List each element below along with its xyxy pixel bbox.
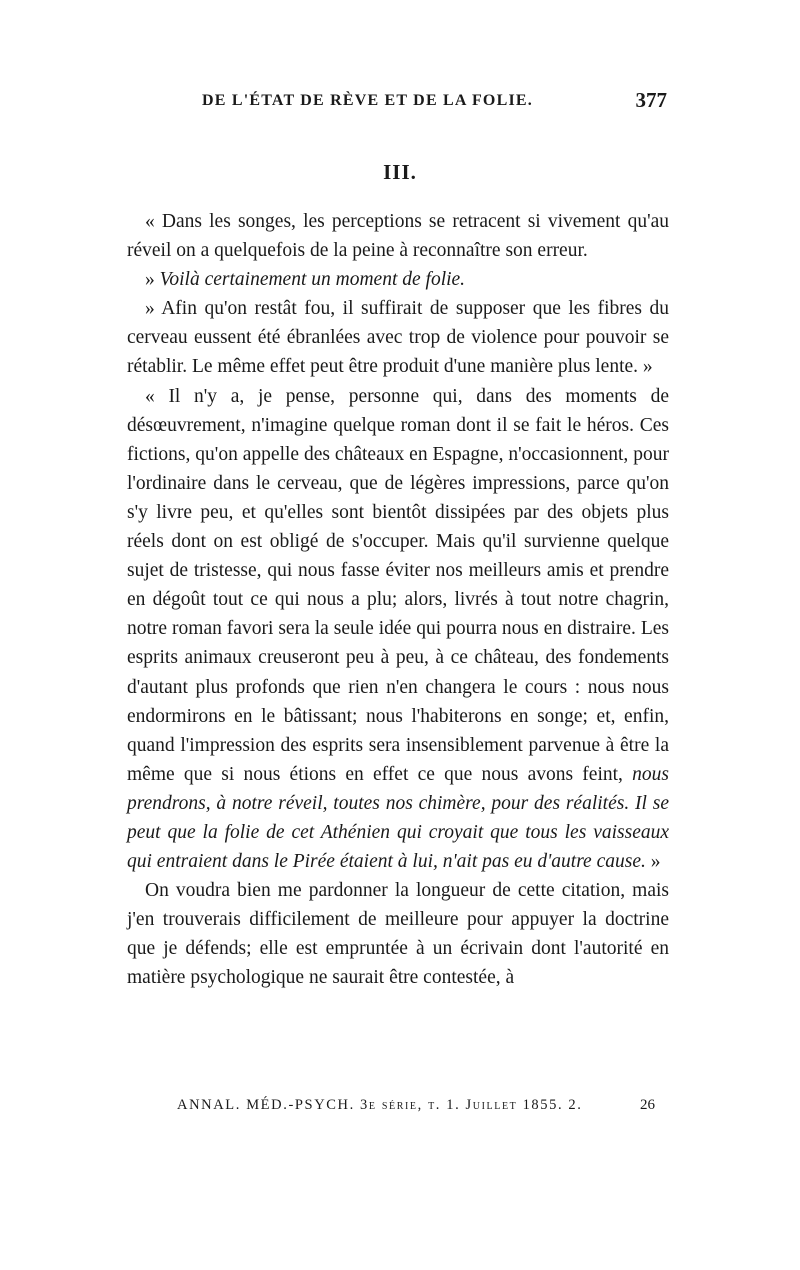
paragraph <box>127 876 669 992</box>
paragraph <box>127 382 669 877</box>
text-run: » <box>645 851 661 873</box>
section-heading: III. <box>383 160 417 184</box>
text-run: « Dans les songes, les perceptions se retracent si vivement qu'au réveil on a quelquefois de la peine à reconnaître son erreur. <box>127 211 669 262</box>
text-run: On voudra bien me pardonner la longueur de cette citation, mais j'en trouverais difficilement de meilleure pour appuyer la doctrine que je défends; elle est empruntée à un écrivain dont l'autorité en matière psychologique ne saurait être contestée, à <box>127 880 669 989</box>
text-run: « Il n'y a, je pense, personne qui, dans des moments de désœuvrement, n'imagine quelque roman dont il se fait le héros. Ces fictions, qu'on appelle des châteaux en Espagne, n'occasionnent, pour l'ordinaire dans le cerveau, que de légères impressions, parce qu'on s'y livre peu, et qu'elles sont bientôt dissipées par des objets plus réels dont on est obligé de s'occuper. Mais qu'il survienne quelque sujet de tristesse, qui nous fasse éviter nos meilleurs amis et prendre en dégoût tout ce qui nous a plu; alors, livrés à tout notre chagrin, notre roman favori sera la seule idée qui pourra nous en distraire. Les esprits animaux creuseront peu à peu, à ce château, des fondements d'autant plus profonds que rien n'en changera le cours : nous nous endormirons en le bâtissant; nous l'habiterons en songe; et, enfin, quand l'impression des esprits sera insensiblement parvenue à être la même que si nous étions en effet ce que nous avons feint, <box>127 385 669 785</box>
text-run: » Afin qu'on restât fou, il suffirait de supposer que les fibres du cerveau eussent été ébranlées avec trop de violence pour pouvoir se rétablir. Le même effet peut être produit d'une manière plus lente. » <box>127 298 669 378</box>
page-number: 377 <box>635 88 667 112</box>
sheet-number: 26 <box>640 1097 655 1113</box>
paragraph <box>127 294 669 381</box>
italic-text-run: Voilà certainement un moment de folie. <box>159 269 466 291</box>
running-head <box>127 88 667 122</box>
italic-text-run: nous prendrons, à notre réveil, toutes nos chimère, pour des réalités. Il se peut que la folie de cet Athénien qui croyait que tous les vaisseaux qui entraient dans le Pirée étaient à lui, n'ait pas eu d'autre cause. <box>127 763 669 873</box>
page-footer <box>177 1097 655 1121</box>
text-run: » <box>145 269 160 291</box>
printer-signature: ANNAL. MÉD.-PSYCH. 3e série, t. 1. Juillet 1855. 2. <box>177 1097 583 1113</box>
running-title: DE L'ÉTAT DE RÈVE ET DE LA FOLIE. <box>202 92 533 109</box>
paragraph <box>127 265 669 294</box>
paragraph <box>127 207 669 265</box>
body-text <box>127 207 669 993</box>
